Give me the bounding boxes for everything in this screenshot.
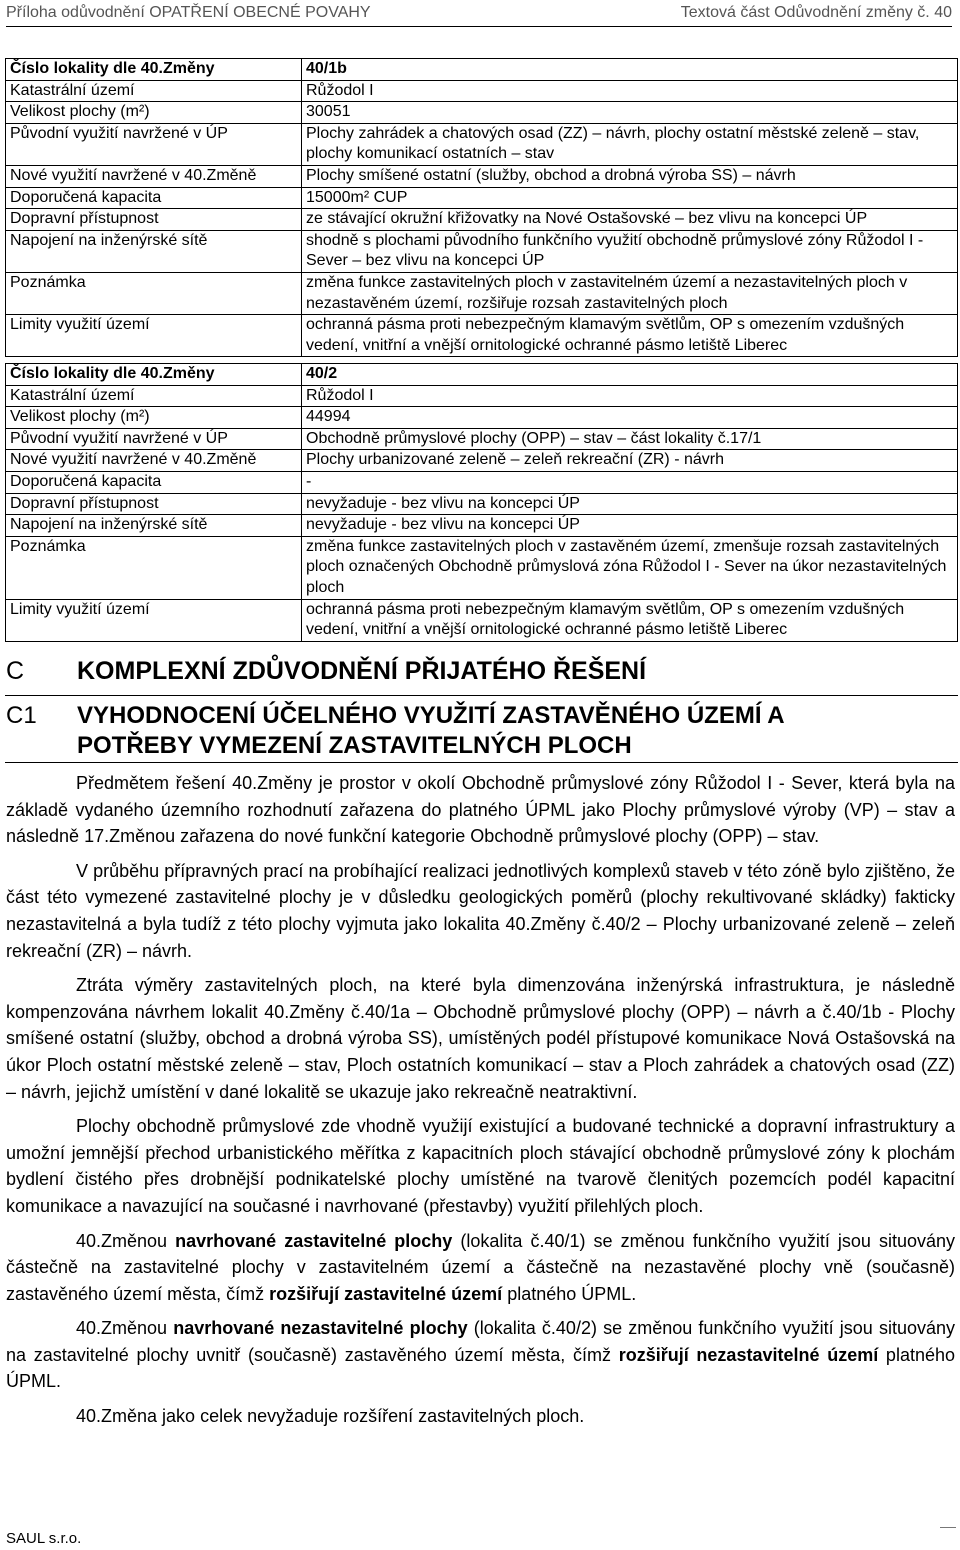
row-value: Obchodně průmyslové plochy (OPP) – stav – část lokality č.17/1	[302, 428, 958, 450]
row-label: Velikost plochy (m²)	[6, 102, 302, 124]
row-value: změna funkce zastavitelných ploch v zastavitelném území a nezastavitelných ploch v nezastavěném území, rozšiřuje rozsah zastavitelných ploch	[302, 272, 958, 314]
locality-number-label: Číslo lokality dle 40.Změny	[6, 59, 302, 81]
row-value: nevyžaduje - bez vlivu na koncepci ÚP	[302, 515, 958, 537]
row-label: Nové využití navržené v 40.Změně	[6, 450, 302, 472]
text-run: (lokalita č.40/2) se změnou funkčního využití jsou situovány na zastavitelné plochy uvnitř (současně) zastavěného území města, čímž	[6, 1318, 955, 1365]
paragraph: V průběhu přípravných prací na probíhající realizaci jednotlivých komplexů staveb v této zóně bylo zjištěno, že část této vymezené zastavitelné plochy je v důsledku geologických poměrů (plochy rekultivované skládky) fakticky nezastavitelná a byla tudíž z této plochy vyjmuta jako lokalita 40.Změny č.40/2 – Plochy urbanizované zeleně – zeleň rekreační (ZR) – návrh.	[6, 860, 955, 961]
text-run: 40.Změnou	[76, 1318, 174, 1339]
section-c1-number: C1	[6, 702, 37, 729]
bold-text-run: rozšiřují nezastavitelné území	[618, 1344, 879, 1365]
row-label: Katastrální území	[6, 385, 302, 407]
row-label: Velikost plochy (m²)	[6, 407, 302, 429]
locality-number-value: 40/2	[302, 364, 958, 386]
row-label: Doporučená kapacita	[6, 187, 302, 209]
header-right-title: Textová část Odůvodnění změny č. 40	[680, 4, 952, 21]
row-value: shodně s plochami původního funkčního využití obchodně průmyslové zóny Růžodol I - Sever – bez vlivu na koncepci ÚP	[302, 230, 958, 272]
row-label: Původní využití navržené v ÚP	[6, 428, 302, 450]
row-value: 44994	[302, 407, 958, 429]
footer-company: SAUL s.r.o.	[6, 1530, 82, 1547]
page-header	[6, 4, 952, 27]
text-run: platného ÚPML.	[502, 1283, 637, 1304]
header-left-title: Příloha odůvodnění OPATŘENÍ OBECNÉ POVAHY	[6, 4, 371, 21]
locality-number-value: 40/1b	[302, 59, 958, 81]
paragraph: Plochy obchodně průmyslové zde vhodně využijí existující a budované technické a dopravní infrastruktury a umožní jemnější přechod urbanistického měřítka z kapacitních ploch stávající obchodně průmyslové zóny k plochám bydlení čistého přes drobnější podnikatelské plochy umístěné na tvarově členitých pozemcích podél kapacitní komunikace a navazující na současné i navrhované (přestavby) využití přilehlých ploch.	[6, 1116, 955, 1216]
row-value: Růžodol I	[302, 80, 958, 102]
row-value: Plochy urbanizované zeleně – zeleň rekreační (ZR) - návrh	[302, 450, 958, 472]
paragraph: Ztráta výměry zastavitelných ploch, na které byla dimenzována inženýrská infrastruktura, je následně kompenzována návrhem lokalit 40.Změny č.40/1a – Obchodně průmyslové plochy (OPP) – návrh a č.40/1b - Plochy smíšené ostatní (služby, obchod a drobná výroba SS), umístěných podél přístupové komunikace Nová Ostašovská na úkor Ploch ostatní městské zeleně – stav, Ploch ostatních komunikací – stav a Ploch zahrádek a chatových osad (ZZ) – návrh, jejichž umístění v dané lokalitě se ukazuje jako rekreačně neatraktivní.	[6, 975, 955, 1102]
bold-text-run: navrhované nezastavitelné plochy	[173, 1318, 468, 1339]
row-label: Poznámka	[6, 536, 302, 599]
row-value: ochranná pásma proti nebezpečným klamavým světlům, OP s omezením vzdušných vedení, vnitřní a vnější ornitologické ochranné pásmo letiště Liberec	[302, 599, 958, 641]
row-value: Růžodol I	[302, 385, 958, 407]
row-value: ochranná pásma proti nebezpečným klamavým světlům, OP s omezením vzdušných vedení, vnitřní a vnější ornitologické ochranné pásmo letiště Liberec	[302, 315, 958, 357]
section-c-number: C	[6, 657, 25, 685]
row-label: Limity využití území	[6, 315, 302, 357]
paragraph: Předmětem řešení 40.Změny je prostor v okolí Obchodně průmyslové zóny Růžodol I - Sever, která byla na základě vydaného územního rozhodnutí zařazena do platného ÚPML jako Plochy průmyslové výroby (VP) – stav a následně 17.Změnou zařazena do nové funkční kategorie Obchodně průmyslové plochy (OPP) – stav.	[6, 773, 955, 847]
row-value: Plochy smíšené ostatní (služby, obchod a drobná výroba SS) – návrh	[302, 165, 958, 187]
row-value: ze stávající okružní křižovatky na Nové Ostašovské – bez vlivu na koncepci ÚP	[302, 209, 958, 231]
row-label: Původní využití navržené v ÚP	[6, 123, 302, 165]
row-label: Nové využití navržené v 40.Změně	[6, 165, 302, 187]
locality-table-40-2	[5, 363, 958, 642]
text-run: (lokalita č.40/1) se změnou funkčního využití jsou situovány částečně na zastavitelné plochy v zastavitelném území a částečně na nezastavěné plochy vně (současně) zastavěného území města, čímž	[6, 1230, 955, 1304]
paragraph	[6, 1228, 955, 1308]
section-c-title: KOMPLEXNÍ ZDŮVODNĚNÍ PŘIJATÉHO ŘEŠENÍ	[77, 657, 647, 685]
row-label: Poznámka	[6, 272, 302, 314]
row-value: 30051	[302, 102, 958, 124]
row-label: Dopravní přístupnost	[6, 493, 302, 515]
footer-divider	[940, 1527, 956, 1528]
bold-text-run: rozšiřují zastavitelné území	[269, 1283, 503, 1304]
row-value: změna funkce zastavitelných ploch v zastavěném území, zmenšuje rozsah zastavitelných ploch označených Obchodně průmyslová zóna Růžodol I - Sever na úkor nezastavitelných ploch	[302, 536, 958, 599]
paragraph	[6, 1315, 955, 1395]
bold-text-run: navrhované zastavitelné plochy	[175, 1230, 453, 1251]
locality-table-40-1b	[5, 58, 958, 357]
locality-number-label: Číslo lokality dle 40.Změny	[6, 364, 302, 386]
section-divider	[5, 695, 958, 696]
section-c-heading	[6, 656, 946, 688]
section-divider	[5, 762, 958, 763]
text-run: platného ÚPML.	[6, 1344, 955, 1392]
row-label: Limity využití území	[6, 599, 302, 641]
row-value: 15000m² CUP	[302, 187, 958, 209]
row-value: Plochy zahrádek a chatových osad (ZZ) – návrh, plochy ostatní městské zeleně – stav, plochy komunikací ostatních – stav	[302, 123, 958, 165]
row-label: Dopravní přístupnost	[6, 209, 302, 231]
row-label: Napojení na inženýrské sítě	[6, 230, 302, 272]
row-value: -	[302, 471, 958, 493]
section-c1-title: VYHODNOCENÍ ÚČELNÉHO VYUŽITÍ ZASTAVĚNÉHO ÚZEMÍ A POTŘEBY VYMEZENÍ ZASTAVITELNÝCH PLOCH	[77, 702, 784, 759]
row-label: Napojení na inženýrské sítě	[6, 515, 302, 537]
text-run: 40.Změnou	[76, 1230, 176, 1251]
row-label: Katastrální území	[6, 80, 302, 102]
paragraph: 40.Změna jako celek nevyžaduje rozšíření zastavitelných ploch.	[76, 1406, 585, 1427]
section-c1-heading	[6, 701, 946, 761]
row-value: nevyžaduje - bez vlivu na koncepci ÚP	[302, 493, 958, 515]
row-label: Doporučená kapacita	[6, 471, 302, 493]
body-text	[6, 770, 955, 1438]
